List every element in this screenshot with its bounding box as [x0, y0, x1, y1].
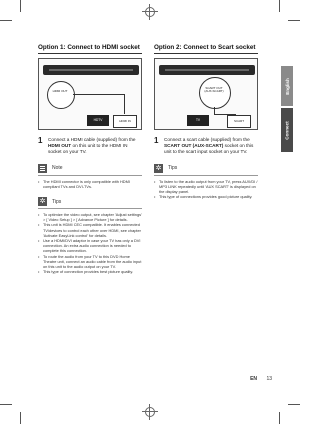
step-text-pre: Connect a HDMI cable (supplied) from the — [48, 137, 136, 142]
tips-label: Tips — [52, 198, 62, 205]
scart-out-label: SCART OUT (AUX-SCART) — [204, 86, 224, 94]
left-column — [38, 44, 142, 274]
divider — [38, 208, 142, 209]
tips-header — [38, 197, 142, 206]
step-text — [164, 137, 258, 156]
note-icon — [38, 164, 47, 173]
note-list — [38, 179, 142, 189]
registration-mark — [142, 404, 158, 420]
step-1 — [38, 137, 142, 156]
footer-language: EN — [250, 376, 258, 382]
step-text-bold: SCART OUT (AUX-SCART) — [164, 143, 224, 149]
divider — [38, 175, 142, 176]
divider — [154, 175, 258, 176]
step-number: 1 — [38, 136, 43, 145]
side-tab-connect — [281, 108, 293, 152]
right-column — [154, 44, 258, 199]
crop-mark — [20, 0, 21, 12]
hdtv-label: HDTV — [87, 115, 109, 126]
tips-list — [154, 179, 258, 200]
scart-in-label: SCART — [227, 115, 251, 128]
tip-item: • To listen to the audio output from your TV, press AUX/DI / MP3 LINK repeatedly until 'AUX SCART' is displayed on the display panel. — [154, 179, 258, 195]
hdmi-out-label: HDMI OUT — [52, 89, 68, 93]
step-1 — [154, 137, 258, 156]
tip-item: • To route the audio from your TV to this DVD Home Theatre unit, connect an audio cable from the audio input on this unit to the audio output on your TV. — [38, 254, 142, 270]
note-label: Note — [52, 165, 63, 172]
crop-mark — [0, 20, 12, 21]
tips-icon: ✲ — [155, 164, 162, 172]
tips-icon: ✲ — [39, 198, 46, 206]
home-theatre-unit — [43, 65, 139, 75]
hdmi-in-label: HDMI IN — [113, 115, 137, 128]
side-tab-english — [281, 66, 293, 106]
crop-mark — [288, 20, 300, 21]
crop-mark — [279, 0, 280, 12]
tip-item: • This type of connections provides good picture quality. — [154, 194, 258, 199]
home-theatre-unit — [159, 65, 255, 75]
step-text-post: on this unit to the HDMI IN socket on your TV. — [48, 143, 128, 155]
page-number: 13 — [266, 376, 272, 382]
hdmi-cable — [124, 94, 125, 114]
hdmi-port-callout — [47, 81, 75, 109]
tips-header — [154, 164, 258, 173]
hdmi-cable — [73, 94, 125, 95]
step-text-pre: Connect a scart cable (supplied) from the — [164, 137, 250, 142]
tip-item: • Use a HDMI/DVI adaptor in case your TV has only a DVI connection. An extra audio connection is needed to complete this connection. — [38, 238, 142, 254]
crop-mark — [20, 412, 21, 424]
section-title-hdmi: Option 1: Connect to HDMI socket — [38, 44, 142, 54]
note-header — [38, 164, 142, 173]
step-text — [48, 137, 142, 156]
side-tab-connect-label: Connect — [284, 120, 290, 140]
crop-mark — [288, 404, 300, 405]
crop-mark — [0, 404, 12, 405]
section-title-scart: Option 2: Connect to Scart socket — [154, 44, 258, 54]
tip-item: • To optimize the video output, see chapter 'Adjust settings' > [ Video Setup ] > [ Advance Picture ] for details. — [38, 212, 142, 222]
tv-label: TV — [187, 115, 209, 126]
step-text-bold: HDMI OUT — [48, 143, 72, 149]
note-item: • The HDMI connector is only compatible with HDMI compliant TVs and DVI-TVs. — [38, 179, 142, 189]
hdmi-connection-diagram — [38, 58, 142, 130]
tip-item: • This type of connection provides best picture quality. — [38, 269, 142, 274]
tips-label: Tips — [168, 165, 178, 172]
tips-list — [38, 212, 142, 274]
scart-connection-diagram — [154, 58, 258, 130]
crop-mark — [279, 412, 280, 424]
page-footer — [250, 376, 272, 382]
step-text-post: socket on this unit to the scart input socket on your TV. — [164, 143, 254, 155]
side-tab-english-label: English — [284, 77, 290, 95]
registration-mark — [142, 4, 158, 20]
tip-item: • This unit is HDMI CEC compatible. It enables connected TV/devices to control each other over HDMI, see chapter 'Activate EasyLink control' for details. — [38, 222, 142, 238]
step-number: 1 — [154, 136, 159, 145]
